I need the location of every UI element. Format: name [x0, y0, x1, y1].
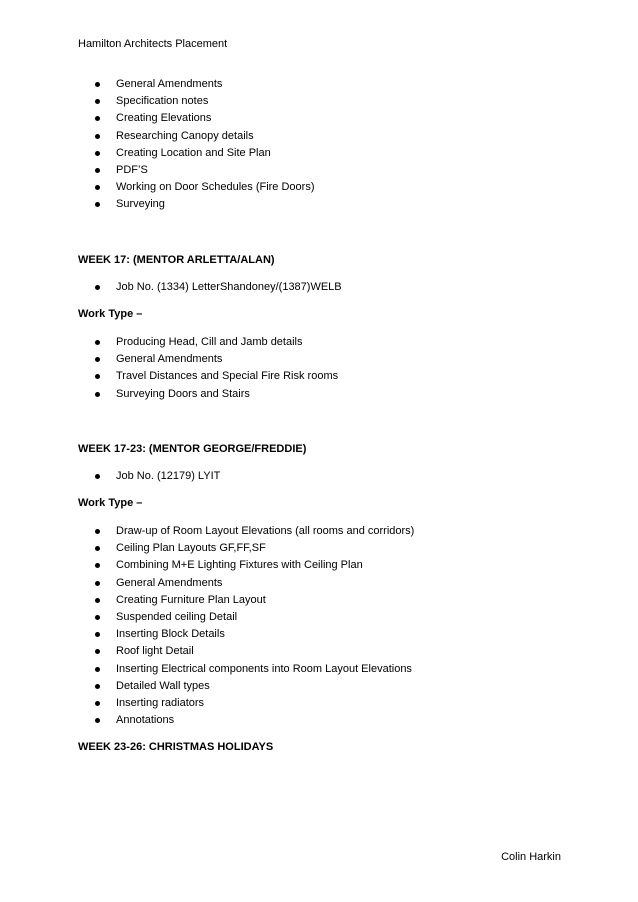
list-item: Detailed Wall types: [95, 678, 414, 695]
list-item: Travel Distances and Special Fire Risk rooms: [95, 368, 338, 385]
bullet-icon: [95, 563, 100, 568]
list-item: Inserting Block Details: [95, 626, 414, 643]
bullet-icon: [95, 546, 100, 551]
list-item: Working on Door Schedules (Fire Doors): [95, 179, 314, 196]
bullet-icon: [95, 134, 100, 139]
list-item: Producing Head, Cill and Jamb details: [95, 334, 338, 351]
list-item: Draw-up of Room Layout Elevations (all rooms and corridors): [95, 523, 414, 540]
list-item: General Amendments: [95, 76, 314, 93]
bullet-icon: [95, 82, 100, 87]
list-item: Researching Canopy details: [95, 128, 314, 145]
bullet-icon: [95, 701, 100, 706]
list-item: Surveying: [95, 196, 314, 213]
list-item: Roof light Detail: [95, 643, 414, 660]
page-footer: Colin Harkin: [501, 851, 561, 863]
list-item: Job No. (1334) LetterShandoney/(1387)WELB: [95, 279, 342, 296]
bullet-icon: [95, 285, 100, 290]
week17-job-list: [95, 279, 342, 296]
bullet-icon: [95, 168, 100, 173]
bullet-icon: [95, 598, 100, 603]
list-item: PDF’S: [95, 162, 314, 179]
intro-task-list: [95, 76, 314, 214]
week17-task-list: [95, 334, 338, 403]
list-item: Annotations: [95, 712, 414, 729]
bullet-icon: [95, 202, 100, 207]
week17-23-heading: WEEK 17-23: (MENTOR GEORGE/FREDDIE): [78, 443, 307, 455]
list-item: Specification notes: [95, 93, 314, 110]
week17-23-job-list: [95, 468, 220, 485]
bullet-icon: [95, 649, 100, 654]
bullet-icon: [95, 151, 100, 156]
bullet-icon: [95, 474, 100, 479]
bullet-icon: [95, 374, 100, 379]
bullet-icon: [95, 185, 100, 190]
page-header: Hamilton Architects Placement: [78, 38, 228, 50]
bullet-icon: [95, 392, 100, 397]
bullet-icon: [95, 116, 100, 121]
list-item: Suspended ceiling Detail: [95, 609, 414, 626]
bullet-icon: [95, 718, 100, 723]
list-item: General Amendments: [95, 351, 338, 368]
bullet-icon: [95, 684, 100, 689]
list-item: Ceiling Plan Layouts GF,FF,SF: [95, 540, 414, 557]
list-item: Creating Furniture Plan Layout: [95, 592, 414, 609]
bullet-icon: [95, 581, 100, 586]
list-item: Inserting radiators: [95, 695, 414, 712]
list-item: Creating Elevations: [95, 110, 314, 127]
bullet-icon: [95, 529, 100, 534]
bullet-icon: [95, 632, 100, 637]
week17-heading: WEEK 17: (MENTOR ARLETTA/ALAN): [78, 254, 275, 266]
bullet-icon: [95, 615, 100, 620]
list-item: Surveying Doors and Stairs: [95, 386, 338, 403]
week17-23-task-list: [95, 523, 414, 729]
list-item: Inserting Electrical components into Room Layout Elevations: [95, 661, 414, 678]
list-item: Creating Location and Site Plan: [95, 145, 314, 162]
list-item: General Amendments: [95, 575, 414, 592]
bullet-icon: [95, 99, 100, 104]
week17-work-type-label: Work Type –: [78, 308, 143, 320]
week23-26-heading: WEEK 23-26: CHRISTMAS HOLIDAYS: [78, 741, 274, 753]
list-item: Combining M+E Lighting Fixtures with Ceiling Plan: [95, 557, 414, 574]
bullet-icon: [95, 357, 100, 362]
bullet-icon: [95, 667, 100, 672]
week17-23-work-type-label: Work Type –: [78, 497, 143, 509]
list-item: Job No. (12179) LYIT: [95, 468, 220, 485]
bullet-icon: [95, 340, 100, 345]
